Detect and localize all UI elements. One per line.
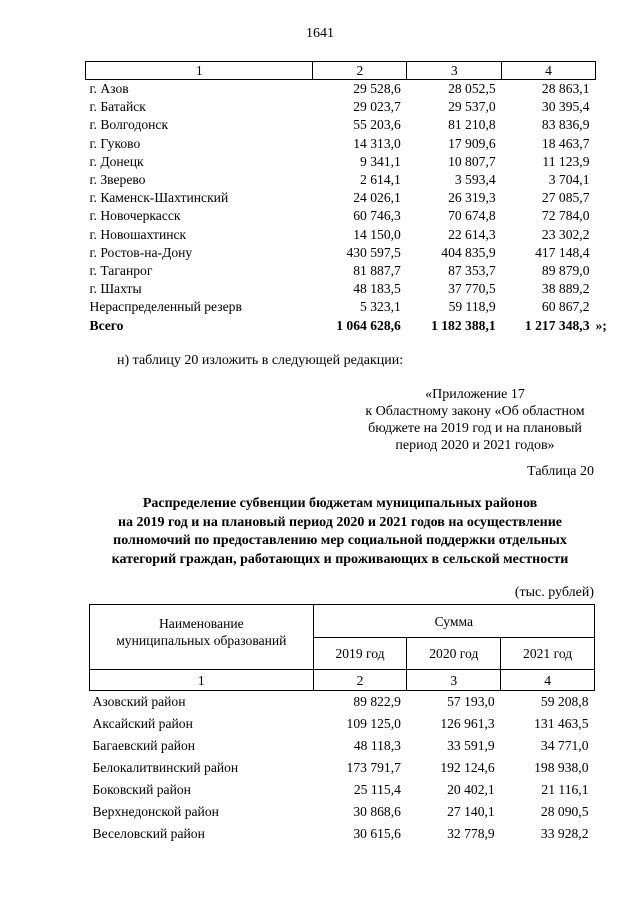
- value-2019: 29 023,7: [353, 99, 401, 115]
- value-2021: 417 148,4: [535, 244, 590, 260]
- value-2020: 57 193,0: [447, 694, 495, 709]
- total-2020: 1 182 388,1: [431, 317, 496, 333]
- value-2021: 23 302,2: [541, 226, 590, 242]
- value-2020: 28 052,5: [448, 81, 496, 96]
- total-2019: 1 064 628,6: [336, 317, 401, 333]
- table1-header-row: [86, 62, 596, 80]
- value-2019: 29 528,6: [353, 81, 401, 96]
- amendment-instruction: н) таблицу 20 изложить в следующей редакции:: [117, 353, 404, 368]
- value-2021: 83 836,9: [541, 117, 590, 133]
- value-2021: 33 928,2: [540, 826, 589, 841]
- value-2019: 60 746,3: [353, 208, 401, 224]
- value-2021: 72 784,0: [541, 208, 590, 224]
- row-name: г. Шахты: [89, 281, 142, 297]
- value-2019: 173 791,7: [346, 760, 401, 775]
- budget-table-cities: [85, 61, 607, 335]
- value-2019: 55 203,6: [353, 117, 401, 133]
- value-2021: 28 863,1: [541, 81, 590, 96]
- value-2021: 60 867,2: [541, 299, 590, 315]
- col-year-2019: 2019 год: [313, 638, 407, 670]
- col-year-2020: 2020 год: [407, 638, 501, 670]
- row-name: г. Азов: [89, 81, 129, 96]
- value-2020: 37 770,5: [448, 281, 496, 297]
- table1-header-col1: 1: [86, 62, 313, 80]
- unit-label: (тыс. рублей): [514, 585, 594, 600]
- table-row: [86, 298, 596, 316]
- value-2021: 30 395,4: [541, 99, 590, 115]
- value-2019: 9 341,1: [360, 153, 401, 169]
- row-name: г. Ростов-на-Дону: [89, 244, 193, 260]
- value-2021: 18 463,7: [541, 135, 590, 151]
- value-2020: 10 807,7: [448, 153, 496, 169]
- value-2021: 131 463,5: [534, 716, 589, 731]
- annex-line: период 2020 и 2021 годов»: [395, 438, 555, 453]
- value-2020: 17 909,6: [448, 135, 496, 151]
- col-number-3: 3: [407, 670, 501, 691]
- annex-reference: [340, 386, 610, 454]
- row-name: г. Гуково: [89, 135, 141, 151]
- value-2020: 81 210,8: [448, 117, 496, 133]
- total-label: Всего: [89, 317, 124, 333]
- heading-line: на 2019 год и на плановый период 2020 и 2021 годов на осуществление: [117, 514, 563, 530]
- value-2020: 3 593,4: [454, 172, 496, 188]
- value-2019: 14 150,0: [353, 226, 401, 242]
- value-2019: 89 822,9: [353, 694, 401, 709]
- table-row: [90, 823, 595, 845]
- table-row: [86, 262, 596, 280]
- annex-line: к Областному закону «Об областном: [365, 404, 585, 419]
- value-2019: 109 125,0: [346, 716, 401, 731]
- value-2019: 48 183,5: [353, 281, 401, 297]
- value-2019: 30 868,6: [353, 804, 401, 819]
- table-row: [86, 116, 596, 134]
- total-2021: 1 217 348,3: [524, 317, 590, 333]
- table-row: [86, 207, 596, 225]
- col-municipality-line2: муниципальных образований: [116, 633, 287, 648]
- table1-header-col4: 4: [502, 62, 596, 80]
- table-row: [86, 171, 596, 189]
- table-row: [90, 757, 595, 779]
- value-2019: 5 323,1: [360, 299, 401, 315]
- value-2019: 24 026,1: [353, 190, 401, 206]
- value-2020: 29 537,0: [448, 99, 496, 115]
- value-2021: 89 879,0: [541, 263, 590, 279]
- value-2020: 404 835,9: [441, 244, 496, 260]
- col-number-1: 1: [90, 670, 314, 691]
- row-name: г. Волгодонск: [89, 117, 169, 133]
- heading-line: категорий граждан, работающих и проживающих в сельской местности: [111, 551, 569, 567]
- row-name: Аксайский район: [92, 716, 193, 731]
- table-row: [86, 80, 596, 99]
- table-row: [90, 779, 595, 801]
- row-name: Боковский район: [92, 782, 191, 797]
- row-name: Азовский район: [92, 694, 186, 709]
- value-2019: 81 887,7: [353, 263, 401, 279]
- value-2020: 26 319,3: [448, 190, 496, 206]
- value-2021: 28 090,5: [540, 804, 589, 819]
- heading-line: полномочий по предоставлению мер социальной поддержки отдельных: [113, 533, 567, 548]
- row-name: г. Зверево: [89, 172, 146, 188]
- value-2019: 25 115,4: [353, 782, 401, 797]
- heading-line: Распределение субвенции бюджетам муниципальных районов: [142, 496, 538, 511]
- table-row: [90, 735, 595, 757]
- table1-body: [86, 80, 596, 317]
- table2-body: [90, 691, 595, 846]
- value-2021: 34 771,0: [540, 738, 589, 753]
- table-row: [90, 691, 595, 714]
- row-name: Нераспределенный резерв: [89, 299, 242, 315]
- value-2021: 38 889,2: [541, 281, 590, 297]
- row-name: Багаевский район: [92, 738, 196, 753]
- value-2020: 87 353,7: [448, 263, 496, 279]
- value-2020: 32 778,9: [447, 826, 495, 841]
- row-name: г. Каменск-Шахтинский: [89, 190, 229, 206]
- value-2021: 27 085,7: [541, 190, 590, 206]
- subvention-table: [89, 604, 595, 845]
- table-row: [86, 98, 596, 116]
- row-name: Верхнедонской район: [92, 804, 219, 819]
- value-2021: 21 116,1: [541, 782, 589, 797]
- table-row: [86, 135, 596, 153]
- value-2021: 11 123,9: [542, 153, 590, 169]
- value-2021: 59 208,8: [540, 694, 589, 709]
- value-2020: 126 961,3: [440, 716, 495, 731]
- table-row: [90, 713, 595, 735]
- value-2019: 14 313,0: [353, 135, 401, 151]
- table1-total-row: [86, 317, 596, 335]
- row-name: Белокалитвинский район: [92, 760, 239, 775]
- page-number: 1641: [306, 26, 334, 41]
- total-2021-cell: [502, 317, 607, 335]
- value-2021: 198 938,0: [534, 760, 589, 775]
- value-2020: 22 614,3: [448, 226, 496, 242]
- value-2020: 33 591,9: [447, 738, 495, 753]
- annex-line: «Приложение 17: [425, 387, 525, 402]
- value-2019: 30 615,6: [353, 826, 401, 841]
- value-2020: 59 118,9: [448, 299, 496, 315]
- col-number-2: 2: [313, 670, 407, 691]
- col-sum-header: Сумма: [313, 605, 594, 638]
- row-name: г. Батайск: [89, 99, 146, 115]
- total-closing-quote: »;: [595, 317, 607, 333]
- value-2019: 430 597,5: [346, 244, 401, 260]
- value-2019: 2 614,1: [360, 172, 401, 188]
- row-name: г. Новочеркасск: [89, 208, 181, 224]
- col-year-2021: 2021 год: [501, 638, 595, 670]
- table2-number-row: [90, 670, 595, 691]
- table-heading: [60, 495, 620, 569]
- value-2020: 20 402,1: [447, 782, 495, 797]
- col-municipality-header: [90, 605, 314, 670]
- table-row: [86, 280, 596, 298]
- row-name: г. Донецк: [89, 153, 144, 169]
- table-row: [86, 153, 596, 171]
- table-label: Таблица 20: [527, 464, 594, 479]
- row-name: г. Новошахтинск: [89, 226, 187, 242]
- col-number-4: 4: [501, 670, 595, 691]
- annex-line: бюджете на 2019 год и на плановый: [368, 421, 582, 436]
- table-row: [86, 244, 596, 262]
- row-name: Веселовский район: [92, 826, 205, 841]
- value-2021: 3 704,1: [548, 172, 590, 188]
- value-2019: 48 118,3: [353, 738, 401, 753]
- table2-header-row-1: [90, 605, 595, 638]
- col-municipality-line1: Наименование: [158, 616, 244, 631]
- value-2020: 192 124,6: [440, 760, 495, 775]
- table-row: [90, 801, 595, 823]
- table1-header-col3: 3: [407, 62, 502, 80]
- table1-header-col2: 2: [313, 62, 407, 80]
- table-row: [86, 189, 596, 207]
- value-2020: 70 674,8: [448, 208, 496, 224]
- table-row: [86, 226, 596, 244]
- value-2020: 27 140,1: [447, 804, 495, 819]
- row-name: г. Таганрог: [89, 263, 153, 279]
